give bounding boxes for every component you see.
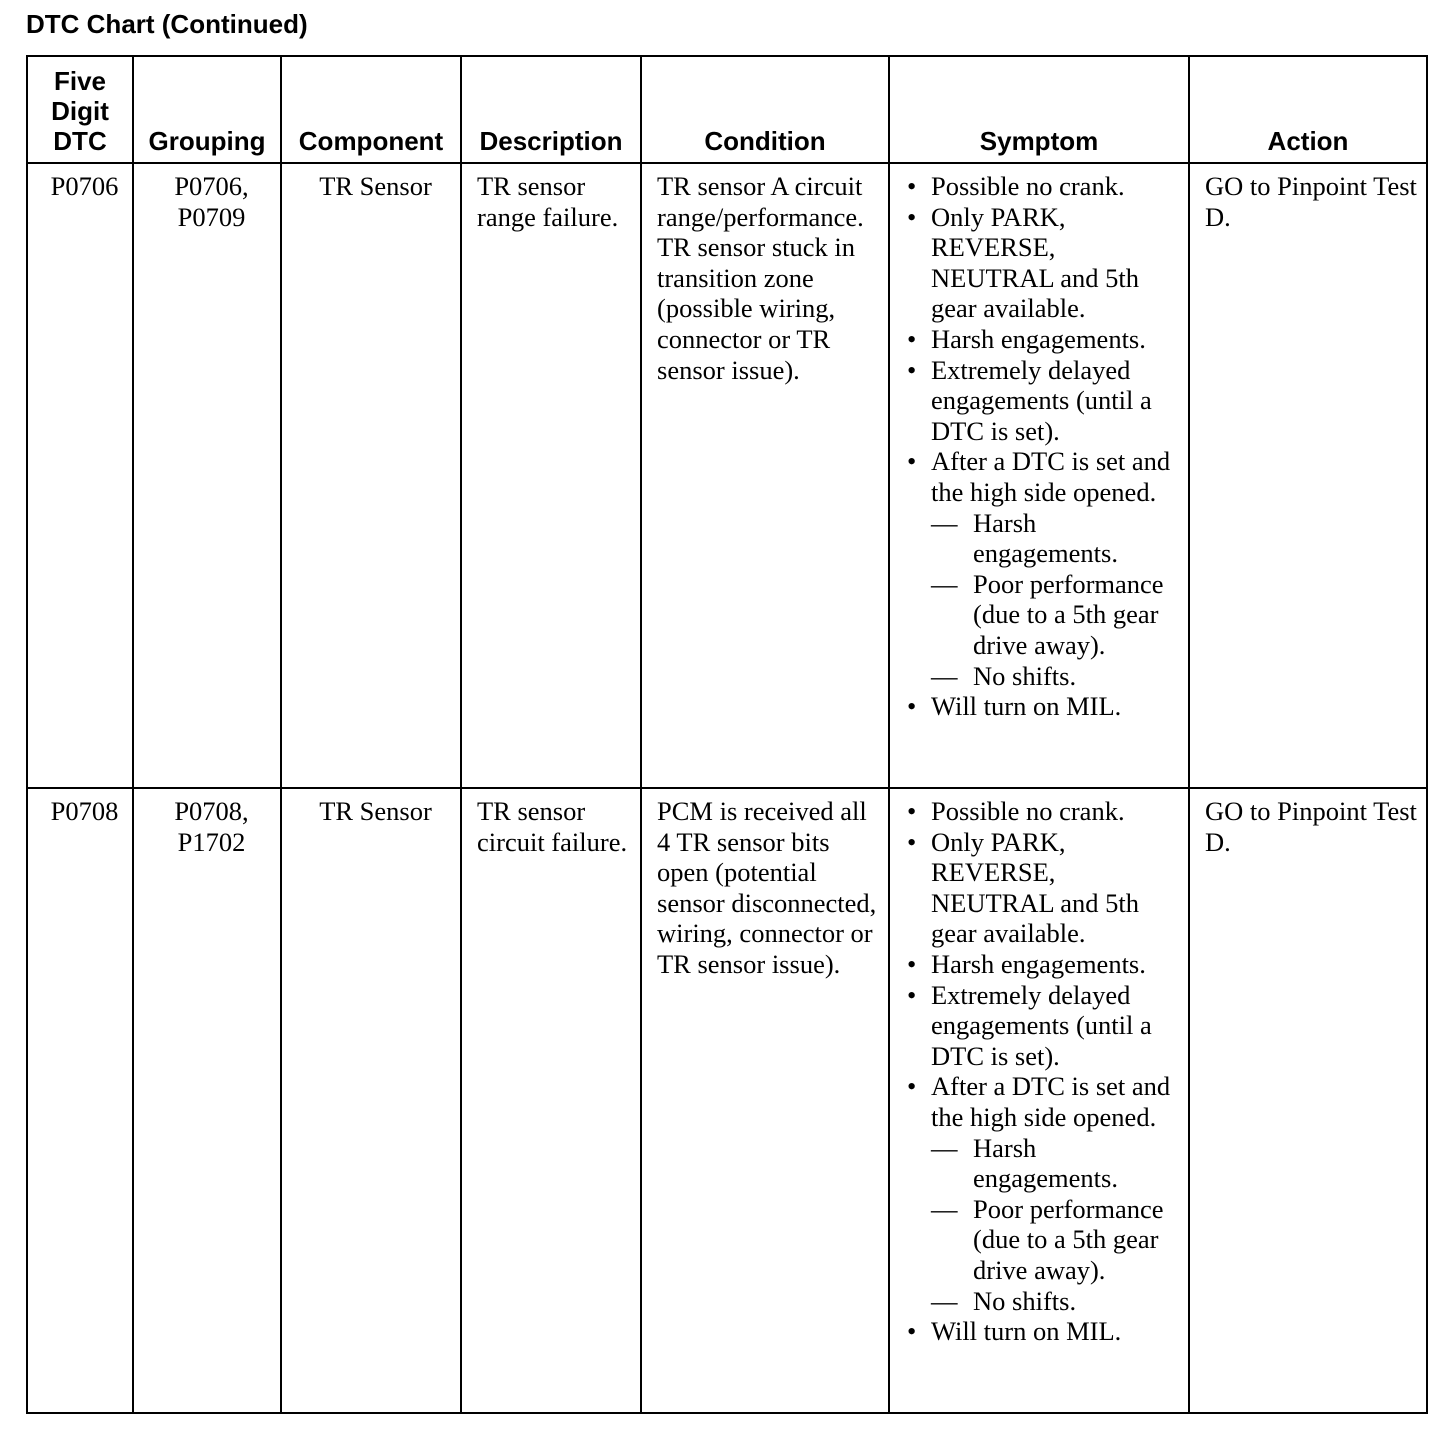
grouping-line: P1702 — [177, 826, 246, 857]
component-cell: TR Sensor — [281, 788, 461, 1413]
grouping-line: P0708, — [174, 796, 249, 826]
header-five-digit-dtc: Five Digit DTC — [27, 56, 133, 163]
symptom-item: • Only PARK, REVERSE, NEUTRAL and 5th gear available. — [905, 827, 1182, 949]
symptom-list — [905, 796, 1182, 1347]
action-cell: GO to Pinpoint Test D. — [1189, 788, 1427, 1413]
sub-symptom-item: — No shifts. — [931, 1286, 1182, 1317]
symptom-cell — [889, 163, 1189, 788]
header-condition: Condition — [641, 56, 889, 163]
symptom-item: • Will turn on MIL. — [905, 1316, 1182, 1347]
header-row — [27, 56, 1427, 163]
header-grouping: Grouping — [133, 56, 281, 163]
grouping-line: P0709 — [177, 201, 246, 232]
description-cell: TR sensor circuit failure. — [461, 788, 641, 1413]
symptom-item: • Extremely delayed engagements (until a DTC is set). — [905, 355, 1182, 447]
sub-symptom-item: — Poor performance (due to a 5th gear drive away). — [931, 569, 1182, 661]
component-cell: TR Sensor — [281, 163, 461, 788]
page-title: DTC Chart (Continued) — [26, 9, 308, 39]
symptom-item: • After a DTC is set and the high side opened. — Harsh engagements. — Poor performance (due to a 5th gear drive away). — No shifts. — [905, 446, 1182, 691]
sub-symptom-item: — Poor performance (due to a 5th gear drive away). — [931, 1194, 1182, 1286]
header-action: Action — [1189, 56, 1427, 163]
symptom-item: • Will turn on MIL. — [905, 691, 1182, 722]
symptom-item: • Only PARK, REVERSE, NEUTRAL and 5th gear available. — [905, 202, 1182, 324]
symptom-item: • Possible no crank. — [905, 171, 1182, 202]
symptom-item: • Harsh engagements. — [905, 324, 1182, 355]
header-symptom: Symptom — [889, 56, 1189, 163]
condition-cell: PCM is received all 4 TR sensor bits open (potential sensor disconnected, wiring, connector or TR sensor issue). — [641, 788, 889, 1413]
grouping-cell — [133, 788, 281, 1413]
table-row — [27, 788, 1427, 1413]
symptom-cell — [889, 788, 1189, 1413]
symptom-item: • After a DTC is set and the high side opened. — Harsh engagements. — Poor performance (due to a 5th gear drive away). — No shifts. — [905, 1071, 1182, 1316]
grouping-line: P0706, — [174, 171, 249, 201]
dtc-table — [26, 55, 1428, 1414]
sub-symptom-list — [931, 508, 1182, 692]
action-cell: GO to Pinpoint Test D. — [1189, 163, 1427, 788]
header-description: Description — [461, 56, 641, 163]
dtc-code-cell: P0708 — [27, 788, 133, 1413]
description-cell: TR sensor range failure. — [461, 163, 641, 788]
sub-symptom-item: — No shifts. — [931, 661, 1182, 692]
sub-symptom-list — [931, 1133, 1182, 1317]
condition-cell: TR sensor A circuit range/performance. TR sensor stuck in transition zone (possible wiring, connector or TR sensor issue). — [641, 163, 889, 788]
symptom-item: • Extremely delayed engagements (until a DTC is set). — [905, 980, 1182, 1072]
grouping-cell — [133, 163, 281, 788]
symptom-item: • Harsh engagements. — [905, 949, 1182, 980]
dtc-code-cell: P0706 — [27, 163, 133, 788]
sub-symptom-item: — Harsh engagements. — [931, 508, 1182, 569]
header-component: Component — [281, 56, 461, 163]
table-row — [27, 163, 1427, 788]
symptom-list — [905, 171, 1182, 722]
sub-symptom-item: — Harsh engagements. — [931, 1133, 1182, 1194]
symptom-item: • Possible no crank. — [905, 796, 1182, 827]
